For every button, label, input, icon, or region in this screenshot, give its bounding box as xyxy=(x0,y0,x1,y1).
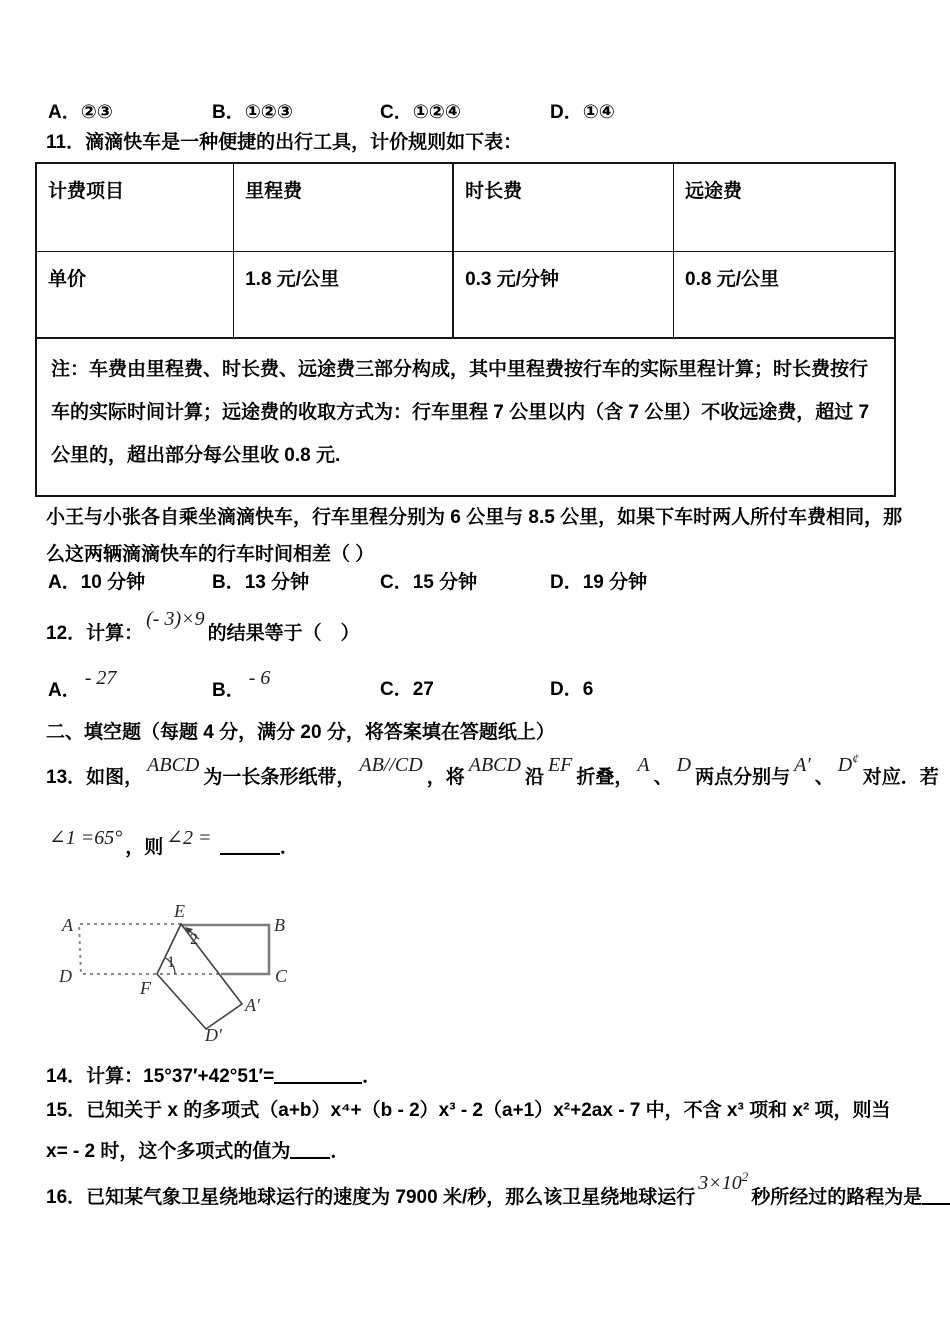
answer-blank xyxy=(922,1189,950,1205)
q14-text: ． xyxy=(362,1066,382,1087)
section-2-title: 二、填空题（每题 4 分，满分 20 分，将答案填在答题纸上） xyxy=(46,722,555,743)
price-cell: 0.3 元/分钟 xyxy=(452,252,673,337)
q13-condition xyxy=(46,827,299,863)
header-cell: 时长费 xyxy=(452,164,673,251)
header-cell: 里程费 xyxy=(233,164,452,251)
answer-blank xyxy=(290,1143,330,1159)
option-a: A．- 27 xyxy=(48,667,117,701)
q13-text: 两点分别与 xyxy=(695,767,791,788)
figure-label-a-prime: A′ xyxy=(245,995,260,1015)
option-c: C．①②④ xyxy=(380,102,461,123)
header-cell: 计费项目 xyxy=(48,181,125,202)
figure-label-d-prime: D′ xyxy=(205,1025,222,1045)
q13-text: 沿 xyxy=(524,767,544,788)
figure-label-c: C xyxy=(275,966,288,986)
q13-math: ABCD xyxy=(468,754,521,776)
table-note-cell: 注：车费由里程费、时长费、远途费三部分构成，其中里程费按行车的实际里程计算；时长费按行车的实际时间计算；远途费的收取方式为：行车里程 7 公里以内（含 7 公里）不收远途费，超过 7 公里的，超出部分每公里收 0.8 元. xyxy=(37,337,894,495)
figure-label-e: E xyxy=(174,901,185,921)
q12-prefix: 12．计算： xyxy=(46,623,144,644)
angle1-equation: ∠1 =65° xyxy=(49,827,123,849)
option-a: A．②③ xyxy=(48,102,113,123)
q12-suffix: 的结果等于（ ） xyxy=(207,623,360,644)
q13-math: D xyxy=(676,754,692,776)
q16-expression: $3\times 10^2$ xyxy=(698,1169,749,1194)
answer-blank xyxy=(220,839,280,855)
option-b: B．13 分钟 xyxy=(212,572,310,593)
q13-text: 对应．若 xyxy=(862,767,939,788)
pricing-table xyxy=(35,162,896,497)
q12-options xyxy=(0,667,950,707)
q13-figure xyxy=(40,888,320,1058)
figure-label-angle2: 2 xyxy=(190,931,198,948)
q13-math: A′ xyxy=(794,754,811,776)
figure-folded-strip xyxy=(157,924,242,1029)
figure-label-a: A xyxy=(62,915,73,935)
q13-text: 折叠， xyxy=(576,767,634,788)
q12-stem xyxy=(46,608,360,649)
option-d: D．6 xyxy=(550,679,594,700)
header-cell: 远途费 xyxy=(673,164,894,251)
q16-stem xyxy=(46,1169,950,1214)
price-cell: 1.8 元/公里 xyxy=(233,252,452,337)
q16-text: 16．已知某气象卫星绕地球运行的速度为 7900 米/秒，那么该卫星绕地球运行 xyxy=(46,1187,696,1208)
option-c: C．27 xyxy=(380,679,434,700)
figure-label-angle1: 1 xyxy=(167,954,175,971)
figure-label-f: F xyxy=(140,978,151,998)
q13-text: 、 xyxy=(653,767,673,788)
q13-text: 13．如图， xyxy=(46,767,144,788)
q13-text: 为一长条形纸带， xyxy=(203,767,356,788)
q13-text: ，则 xyxy=(125,837,164,858)
q13-math: A xyxy=(637,754,650,776)
q13-math: EF xyxy=(547,754,573,776)
q15-stem xyxy=(46,1090,908,1172)
table-header-row xyxy=(37,164,894,251)
q14-text: 14．计算：15°37′+42°51′= xyxy=(46,1066,275,1087)
option-c: C．15 分钟 xyxy=(380,572,478,593)
q13-math: AB//CD xyxy=(359,754,423,776)
q11-stem: 11．滴滴快车是一种便捷的出行工具，计价规则如下表： xyxy=(46,132,523,153)
price-cell: 单价 xyxy=(48,269,87,290)
q15-text: 15．已知关于 x 的多项式（a+b）x⁴+（b - 2）x³ - 2（a+1）x²+2ax - 7 中，不含 x³ 项和 x² 项，则当 x= - 2 时，这个多项式的值为 xyxy=(46,1100,891,1162)
q15-text: ． xyxy=(330,1141,350,1162)
q13-math: ABCD xyxy=(147,754,200,776)
option-d: D．①④ xyxy=(550,102,615,123)
q14-stem xyxy=(46,1062,381,1092)
option-b: B．①②③ xyxy=(212,102,293,123)
q16-text: 秒所经过的路程为是 xyxy=(751,1187,923,1208)
option-a: A．10 分钟 xyxy=(48,572,146,593)
answer-blank xyxy=(274,1068,362,1084)
figure-label-b: B xyxy=(274,915,285,935)
angle2-expression: ∠2 = xyxy=(166,827,212,849)
q13-text: 、 xyxy=(814,767,834,788)
q13-text: ，将 xyxy=(426,767,465,788)
q13-text: ． xyxy=(279,837,299,858)
q13-math: D¢ xyxy=(837,751,859,776)
q11-options xyxy=(0,568,950,600)
table-price-row xyxy=(37,251,894,337)
q12-expression: (- 3)×9 xyxy=(146,608,205,630)
option-b: B．- 6 xyxy=(212,667,271,701)
figure-label-d: D xyxy=(59,966,72,986)
question-10-options xyxy=(0,98,950,130)
q11-body: 小王与小张各自乘坐滴滴快车，行车里程分别为 6 公里与 8.5 公里，如果下车时两人所付车费相同，那么这两辆滴滴快车的行车时间相差（ ） xyxy=(46,507,903,565)
price-cell: 0.8 元/公里 xyxy=(673,252,894,337)
q13-stem xyxy=(46,751,939,794)
option-d: D．19 分钟 xyxy=(550,572,648,593)
